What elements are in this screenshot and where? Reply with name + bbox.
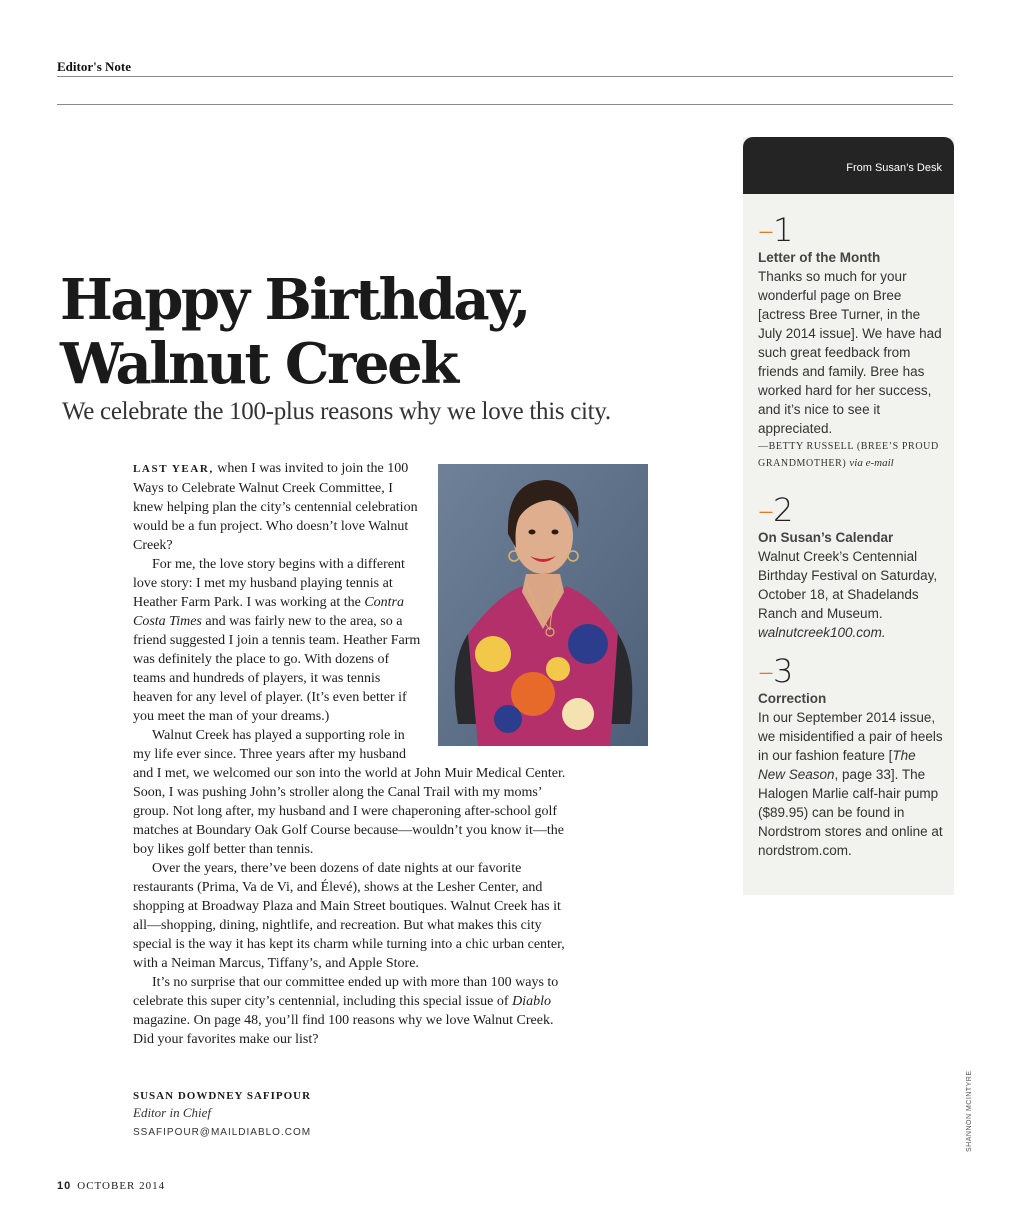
- paragraph-5-text-a: It’s no surprise that our committee ended up with more than 100 ways to celebrate this super city’s centennial, including this special issue of: [133, 975, 559, 1009]
- header-rule: [57, 76, 953, 77]
- item-credit: —BETTY RUSSELL (BREE’S PROUD GRANDMOTHER) via e-mail: [758, 441, 939, 469]
- item-number: –2: [758, 491, 793, 529]
- sidebar-item-letter: [758, 212, 944, 472]
- photo-credit: SHANNON MCINTYRE: [966, 1070, 973, 1152]
- item-body: In our September 2014 issue, we misidentified a pair of heels in our fashion feature [The New Season, page 33]. The Halogen Marlie calf-hair pump ($89.95) can be found in Nordstrom stores and online at nordstrom.com.: [758, 710, 943, 858]
- item-title: Correction: [758, 691, 827, 706]
- page-number: 10: [57, 1180, 72, 1192]
- paragraph-2-text-a: For me, the love story begins with a different love story: I met my husband playing tennis at Heather Farm Park. I was working at the: [133, 557, 405, 610]
- issue-date: OCTOBER 2014: [77, 1180, 166, 1192]
- lead-in: LAST YEAR,: [133, 463, 214, 475]
- author-email[interactable]: SSAFIPOUR@MAILDIABLO.COM: [133, 1127, 312, 1138]
- item-body: Thanks so much for your wonderful page on Bree [actress Bree Turner, in the July 2014 issue]. We have had such great feedback from friends and family. Bree has worked hard for her success, and it’s nice to see it appreciated.: [758, 269, 942, 436]
- sidebar-header: [743, 137, 954, 194]
- article-body: [133, 459, 573, 1049]
- calendar-link[interactable]: walnutcreek100.com.: [758, 625, 886, 640]
- paragraph-1-text: when I was invited to join the 100 Ways to Celebrate Walnut Creek Committee, I knew helping plan the city’s centennial celebration would be a fun project. Who doesn’t love Walnut Creek?: [133, 461, 418, 553]
- author-name: SUSAN DOWDNEY SAFIPOUR: [133, 1090, 312, 1102]
- item-body: Walnut Creek’s Centennial Birthday Festival on Saturday, October 18, at Shadelands Ranch and Museum. walnutcreek100.com.: [758, 549, 938, 640]
- paragraph-5: [133, 973, 573, 1049]
- author-title: Editor in Chief: [133, 1105, 211, 1120]
- paragraph-3: Walnut Creek has played a supporting role in my life ever since. Three years after my husband and I met, we welcomed our son into the world at John Muir Medical Center. Soon, I was pushing John’s stroller along the Canal Trail with my moms’ group. Not long after, my husband and I were chaperoning after-school golf matches at Boundary Oak Golf Course because—wouldn’t you know it—the boy likes golf better than tennis.: [133, 728, 566, 857]
- paragraph-2-text-b: and was fairly new to the area, so a friend suggested I join a tennis team. Heather Farm was definitely the place to go. With dozens of teams and hundreds of players, it was tennis heaven for any level of player. (It’s even better if you meet the man of your dreams.): [133, 614, 421, 724]
- article-deck: We celebrate the 100-plus reasons why we love this city.: [62, 398, 611, 425]
- item-title: On Susan’s Calendar: [758, 530, 894, 545]
- item-number: –1: [758, 211, 793, 249]
- sidebar-item-correction: [758, 653, 944, 860]
- publication-name: Contra Costa Times: [133, 595, 405, 629]
- paragraph-4: Over the years, there’ve been dozens of date nights at our favorite restaurants (Prima, Va de Vi, and Élevé), shows at the Lesher Center, and shopping at Broadway Plaza and Main Street boutiques. Walnut Creek has it all—shopping, dining, nightlife, and recreation. But what makes this city special is the way it has kept its charm while turning into a chic urban center, with a Neiman Marcus, Tiffany’s, and Apple Store.: [133, 861, 565, 971]
- sidebar-item-calendar: [758, 492, 944, 642]
- page-folio: [57, 1180, 165, 1192]
- page-title: [60, 268, 700, 396]
- title-line-1: Happy Birthday,: [60, 267, 529, 333]
- section-label: Editor's Note: [57, 59, 132, 74]
- item-title: Letter of the Month: [758, 250, 881, 265]
- header-rule-lower: [57, 104, 953, 105]
- title-line-2: Walnut Creek: [60, 331, 457, 397]
- item-number: –3: [758, 652, 793, 690]
- photo-wrap-spacer: [423, 459, 573, 753]
- paragraph-5-text-b: magazine. On page 48, you’ll find 100 reasons why we love Walnut Creek. Did your favorites make our list?: [133, 1013, 554, 1047]
- sidebar-header-label: From Susan’s Desk: [846, 162, 942, 174]
- magazine-name: Diablo: [512, 994, 551, 1009]
